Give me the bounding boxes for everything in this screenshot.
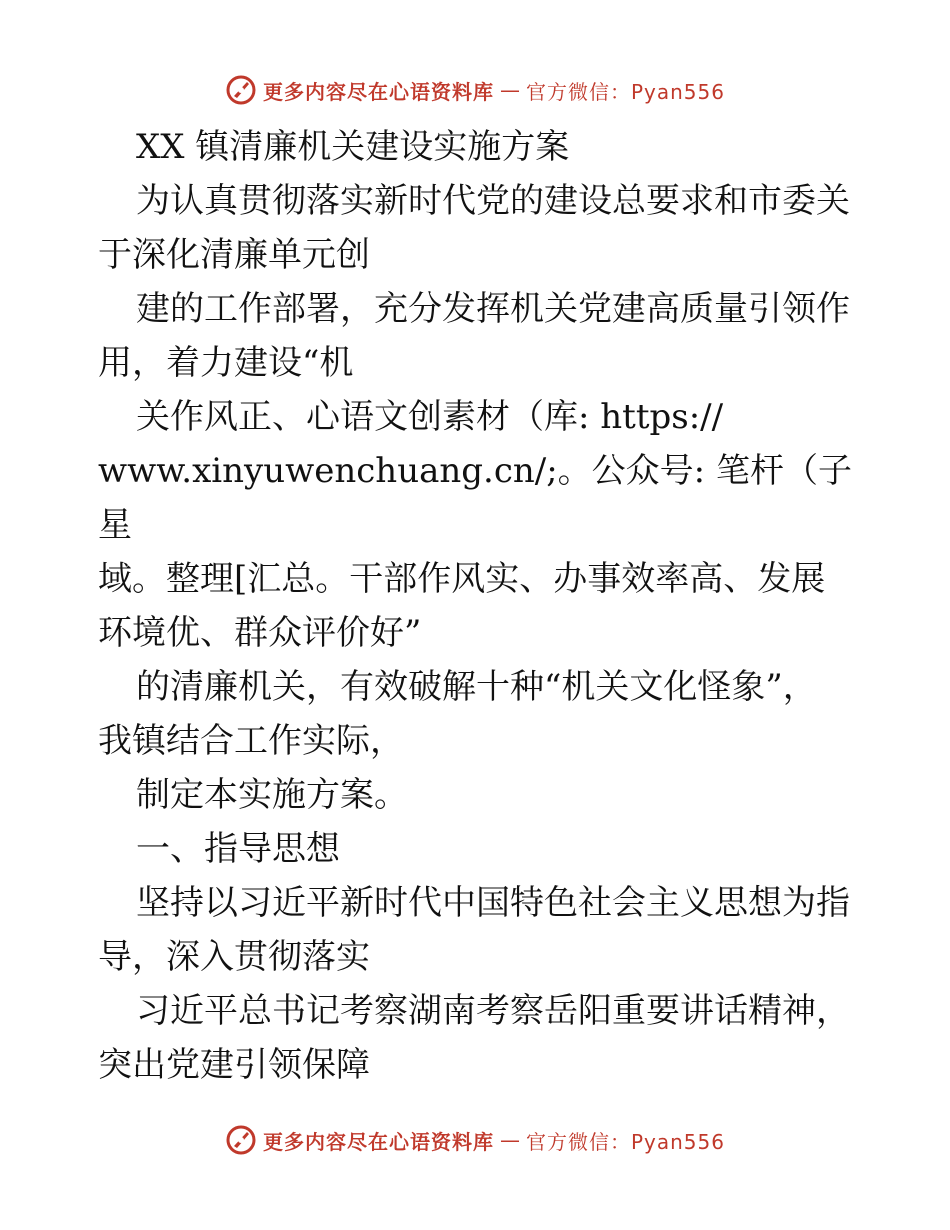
banner-official-wechat: 官方微信：Pyan556 (525, 1129, 725, 1154)
paragraph-line: 坚持以习近平新时代中国特色社会主义思想为指 (136, 883, 850, 923)
banner-brand-text: 更多内容尽在心语资料库 (262, 1129, 494, 1154)
banner-brand-text: 更多内容尽在心语资料库 (262, 79, 494, 104)
paragraph-line: 导，深入贯彻落实 (98, 937, 370, 977)
paragraph-line: 关作风正、心语文创素材（库: https:// (136, 397, 724, 437)
paragraph-line: 建的工作部署，充分发挥机关党建高质量引领作 (136, 289, 850, 329)
document-body (98, 120, 858, 1092)
paragraph-line: 我镇结合工作实际， (98, 721, 404, 761)
header-watermark-banner (0, 70, 950, 110)
footer-watermark-banner (0, 1120, 950, 1160)
paragraph-line: 用，着力建设“机 (98, 343, 354, 383)
paragraph-line: 制定本实施方案。 (136, 775, 408, 815)
banner-dash: — (499, 1128, 520, 1152)
paragraph-line: 于深化清廉单元创 (98, 235, 370, 275)
paragraph-line: 的清廉机关，有效破解十种“机关文化怪象”， (136, 667, 817, 707)
paragraph-line: 习近平总书记考察湖南考察岳阳重要讲话精神， (136, 991, 850, 1031)
banner-dash: — (499, 78, 520, 102)
paragraph-line: www.xinyuwenchuang.cn/;。公众号: 笔杆（子星 (98, 451, 852, 545)
paragraph-line: 突出党建引领保障 (98, 1045, 370, 1085)
quill-logo-icon (225, 1124, 257, 1156)
paragraph-line: 域。整理[汇总。干部作风实、办事效率高、发展 (98, 559, 826, 599)
paragraph-line: 环境优、群众评价好” (98, 613, 422, 653)
document-title: XX 镇清廉机关建设实施方案 (136, 127, 570, 167)
quill-logo-icon (225, 74, 257, 106)
banner-official-wechat: 官方微信：Pyan556 (525, 79, 725, 104)
section-heading: 一、指导思想 (136, 829, 340, 869)
paragraph-line: 为认真贯彻落实新时代党的建设总要求和市委关 (136, 181, 850, 221)
